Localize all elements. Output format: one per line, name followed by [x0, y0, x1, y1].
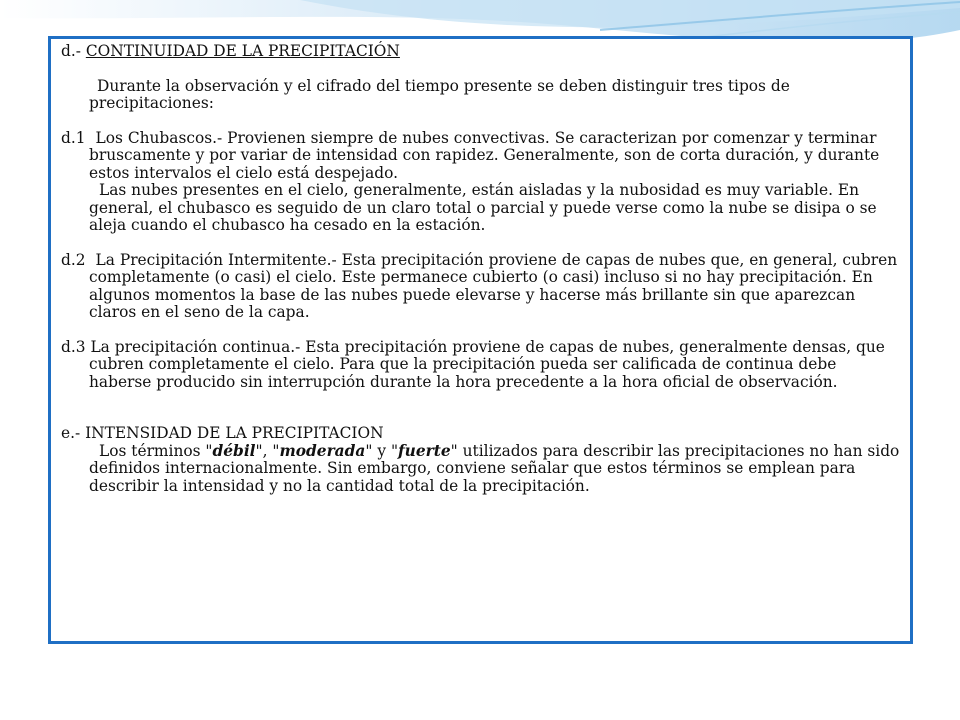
- d1-text: Los Chubascos.- Provienen siempre de nubes convectivas. Se caracterizan por comenzar y terminar bruscamente y por variar de intensidad con rapidez. Generalmente, son de corta duración, y durante estos intervalos el cielo está despejado.: [89, 128, 880, 182]
- section-d-prefix: d.-: [61, 42, 86, 60]
- section-e-sep1: ", ": [255, 441, 280, 460]
- term-fuerte: fuerte: [398, 441, 451, 460]
- d1-text-2: Las nubes presentes en el cielo, generalmente, están aisladas y la nubosidad es muy variable. En general, el chubasco es seguido de un claro total o parcial y puede verse como la nube se disipa o se aleja cuando el chubasco ha cesado en la estación.: [89, 181, 877, 234]
- section-e-paragraph: [61, 443, 901, 496]
- section-d-heading: [61, 43, 901, 61]
- section-d-intro: Durante la observación y el cifrado del tiempo presente se deben distinguir tres tipos de precipitaciones:: [89, 76, 790, 112]
- section-e-title: INTENSIDAD DE LA PRECIPITACION: [85, 424, 384, 442]
- d3-label: d.3: [61, 337, 86, 356]
- d2-label: d.2: [61, 250, 86, 269]
- term-moderada: moderada: [279, 441, 366, 460]
- d3-paragraph: [61, 339, 901, 392]
- section-e-heading: [61, 425, 901, 443]
- section-e-text-after: " utilizados para describir las precipitaciones no han sido definidos internacionalmente. Sin embargo, conviene señalar que estos términos se emplean para describir la intensidad y no la cantidad total de la precipitación.: [89, 441, 900, 495]
- d2-paragraph: [61, 252, 901, 322]
- d3-text: La precipitación continua.- Esta precipitación proviene de capas de nubes, generalmente densas, que cubren completamente el cielo. Para que la precipitación pueda ser calificada de continua debe haberse producido sin interrupción durante la hora precedente a la hora oficial de observación.: [89, 337, 885, 391]
- section-e-prefix: e.-: [61, 424, 86, 442]
- d2-text: La Precipitación Intermitente.- Esta precipitación proviene de capas de nubes que, en general, cubren completamente (o casi) el cielo. Este permanece cubierto (o casi) incluso si no hay precipitación. En algunos momentos la base de las nubes puede elevarse y hacerse más brillante sin que aparezcan claros en el seno de la capa.: [89, 250, 898, 321]
- document-body: [61, 43, 901, 495]
- content-frame: [48, 36, 913, 644]
- d1-paragraph-2: [61, 182, 901, 235]
- section-e-sep2: " y ": [365, 441, 399, 460]
- term-debil: débil: [212, 441, 256, 460]
- section-d-title: CONTINUIDAD DE LA PRECIPITACIÓN: [85, 42, 400, 60]
- section-e-text-before: Los términos ": [99, 441, 213, 460]
- d1-label: d.1: [61, 128, 86, 147]
- d1-paragraph: [61, 130, 901, 183]
